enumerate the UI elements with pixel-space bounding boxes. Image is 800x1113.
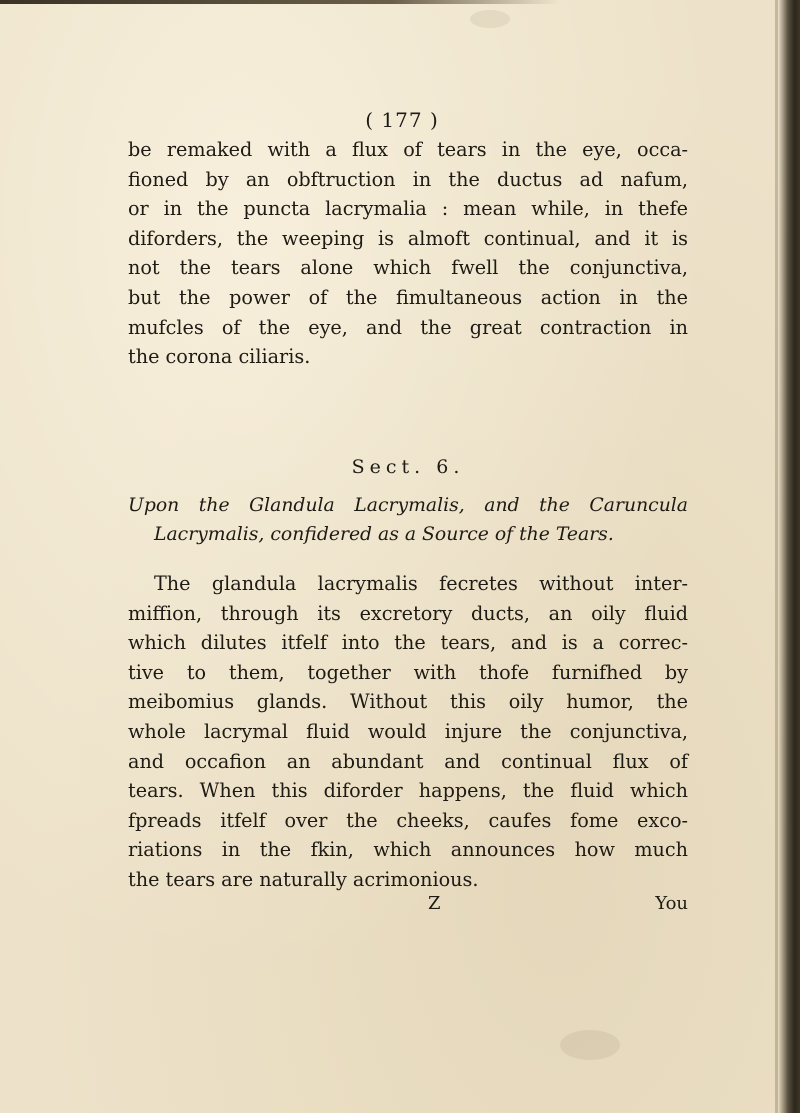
paragraph-line: but the power of the fimultaneous action in the	[128, 285, 688, 309]
paragraph-line: or in the puncta lacrymalia : mean while, in thefe	[128, 197, 688, 221]
page-number: ( 177 )	[365, 108, 439, 132]
paragraph-line: tive to them, together with thofe furnifhed by	[128, 660, 688, 684]
paragraph-line: miffion, through its excretory ducts, an oily fluid	[128, 601, 688, 625]
body-paragraph	[128, 569, 688, 895]
paragraph-line: riations in the fkin, which announces how much	[128, 838, 688, 862]
paragraph-line: the tears are naturally acrimonious.	[128, 867, 479, 891]
section-subtitle	[128, 491, 688, 549]
paragraph-line: be remaked with a flux of tears in the eye, occa-	[128, 138, 688, 161]
paragraph-line: fioned by an obftruction in the ductus ad nafum,	[128, 167, 688, 191]
page-right-edge	[778, 0, 800, 1113]
opening-paragraph	[128, 135, 688, 372]
subtitle-line: Upon the Glandula Lacrymalis, and the Caruncula	[128, 495, 688, 516]
paragraph-line: fpreads itfelf over the cheeks, caufes fome exco-	[128, 808, 688, 832]
paragraph-line: tears. When this diforder happens, the fluid which	[128, 779, 688, 803]
page-top-edge	[0, 0, 560, 4]
paragraph-line: diforders, the weeping is almoft continual, and it is	[128, 226, 688, 250]
paragraph-line: which dilutes itfelf into the tears, and is a correc-	[128, 631, 688, 655]
catchword: You	[655, 893, 688, 914]
paragraph-line: meibomius glands. Without this oily humor, the	[128, 690, 688, 714]
paragraph-line: The glandula lacrymalis fecretes without inter-	[154, 572, 688, 595]
paragraph-line: and occafion an abundant and continual flux of	[128, 749, 688, 773]
subtitle-line: Lacrymalis, confidered as a Source of the Tears.	[154, 524, 614, 545]
paper-stain	[470, 10, 510, 28]
paragraph-line: mufcles of the eye, and the great contraction in	[128, 315, 688, 339]
paragraph-line: not the tears alone which fwell the conjunctiva,	[128, 256, 688, 280]
paragraph-line: whole lacrymal fluid would injure the conjunctiva,	[128, 719, 688, 743]
signature-mark: Z	[428, 893, 441, 914]
paper-stain	[560, 1030, 620, 1060]
paragraph-line: the corona ciliaris.	[128, 345, 311, 369]
section-heading: Sect. 6.	[351, 456, 465, 478]
